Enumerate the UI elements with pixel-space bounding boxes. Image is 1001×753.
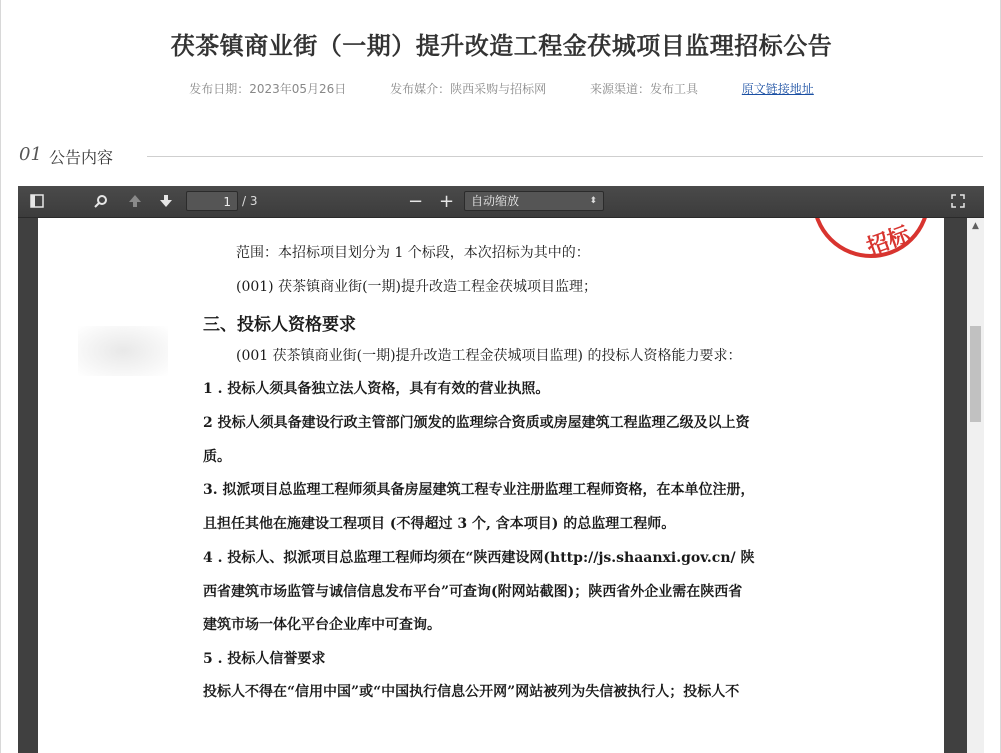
doc-line: 4 . 投标人、拟派项目总监理工程师均须在“陕西建设网(http://js.shaanxi.gov.cn/ 陕 (203, 550, 755, 566)
stamp-text: 招标 (863, 222, 914, 261)
fullscreen-icon[interactable] (951, 186, 965, 217)
doc-line: 5 . 投标人信誉要求 (203, 651, 326, 667)
doc-line: 投标人不得在“信用中国”或“中国执行信息公开网”网站被列为失信被执行人；投标人不 (203, 684, 740, 700)
meta-bar (1, 80, 1001, 97)
doc-line: (001) 茯茶镇商业街(一期)提升改造工程金茯城项目监理； (236, 279, 598, 295)
pdf-toolbar (18, 186, 984, 218)
search-icon[interactable] (94, 186, 108, 217)
publish-media: 发布媒介：陕西采购与招标网 (390, 82, 547, 96)
scrollbar-thumb[interactable] (970, 326, 981, 422)
zoom-select[interactable] (464, 191, 604, 211)
pdf-viewer (18, 186, 984, 753)
pdf-page (38, 218, 944, 753)
page-title: 茯茶镇商业街（一期）提升改造工程金茯城项目监理招标公告 (170, 32, 833, 60)
pdf-scrollbar[interactable] (967, 218, 984, 753)
zoom-select-label: 自动缩放 (471, 194, 520, 208)
select-arrows-icon: ⬍ (589, 196, 597, 206)
page-total: / 3 (242, 194, 258, 208)
doc-heading: 三、投标人资格要求 (203, 315, 356, 335)
publish-date: 发布日期：2023年05月26日 (189, 82, 347, 96)
section-header (19, 142, 983, 170)
doc-line: 2 投标人须具备建设行政主管部门颁发的监理综合资质或房屋建筑工程监理乙级及以上资 (203, 415, 750, 431)
doc-line: 质。 (203, 449, 231, 465)
publish-source: 来源渠道：发布工具 (589, 82, 698, 96)
zoom-in-icon[interactable]: + (439, 191, 455, 212)
page-number-input[interactable]: 1 (186, 191, 238, 211)
arrow-up-icon[interactable] (128, 186, 142, 217)
section-title: 公告内容 (49, 148, 114, 167)
doc-line: 3. 拟派项目总监理工程师须具备房屋建筑工程专业注册监理工程师资格，在本单位注册， (203, 482, 755, 498)
sidebar-toggle-icon[interactable] (30, 186, 44, 217)
scan-smudge (78, 326, 168, 376)
scroll-up-icon[interactable]: ▲ (972, 221, 979, 231)
section-number: 01 (19, 144, 42, 165)
original-link[interactable]: 原文链接地址 (741, 82, 814, 96)
doc-line: 1 . 投标人须具备独立法人资格，具有有效的营业执照。 (203, 381, 550, 397)
zoom-out-icon[interactable]: − (408, 191, 424, 212)
doc-line: 范围：本招标项目划分为 1 个标段，本次招标为其中的： (236, 245, 590, 261)
doc-line: 建筑市场一体化平台企业库中可查询。 (203, 617, 441, 633)
doc-line: 西省建筑市场监管与诚信信息发布平台”可查询(附网站截图)；陕西省外企业需在陕西省 (203, 584, 743, 600)
section-divider (147, 156, 983, 157)
doc-line: (001 茯茶镇商业街(一期)提升改造工程金茯城项目监理) 的投标人资格能力要求： (236, 348, 742, 364)
doc-line: 且担任其他在施建设工程项目 (不得超过 3 个, 含本项目) 的总监理工程师。 (203, 516, 676, 532)
arrow-down-icon[interactable] (159, 186, 173, 217)
